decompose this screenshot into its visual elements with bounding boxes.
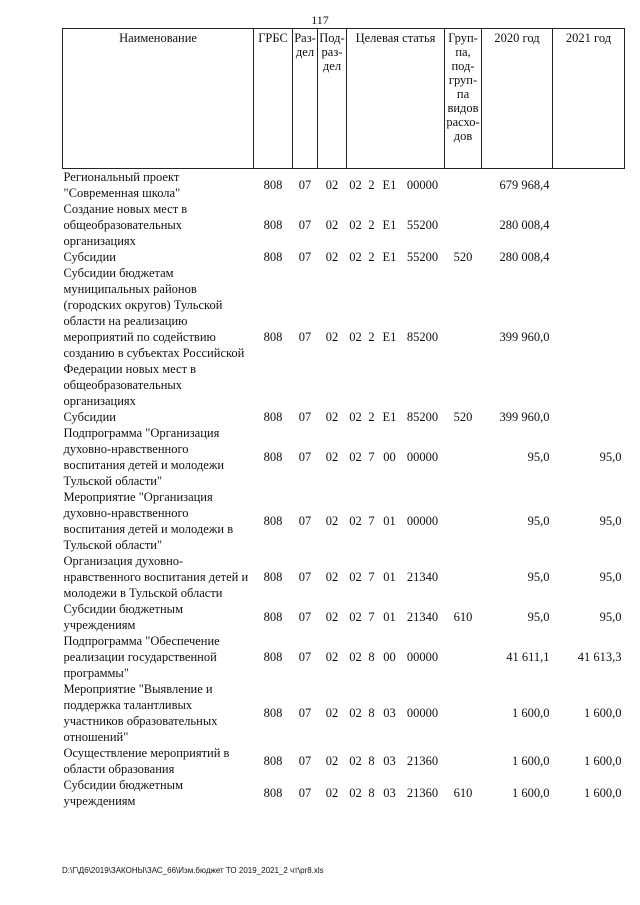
cell-target-program: 02	[349, 250, 362, 264]
cell-razdel: 07	[298, 218, 312, 232]
cell-target-event: 01	[383, 514, 396, 528]
cell-grbs: 808	[263, 786, 283, 800]
cell-grbs: 808	[263, 610, 283, 624]
cell-target-event: 03	[383, 754, 396, 768]
page-number: 117	[311, 13, 329, 27]
cell-podrazdel: 02	[325, 250, 339, 264]
header-podrazdel: Под- раз- дел	[318, 29, 347, 169]
table-body	[63, 169, 625, 810]
cell-amount-2020: 41 611,1	[506, 650, 550, 664]
cell-target-direction: 00000	[406, 178, 439, 192]
file-path-footer: D:\Г\Д6\2019\ЗАКОНЫ\ЗАС_66\Изм.бюджет ТО 2019_2021_2 чт\pr8.xls	[62, 866, 324, 875]
cell-target-subprogram: 2	[368, 250, 375, 264]
cell-amount-2021: 41 613,3	[577, 650, 622, 664]
cell-razdel: 07	[298, 514, 312, 528]
cell-expense-type	[445, 169, 482, 202]
cell-target-program: 02	[349, 450, 362, 464]
cell-grbs: 808	[263, 650, 283, 664]
cell-razdel: 07	[298, 754, 312, 768]
cell-expense-type	[445, 745, 482, 777]
cell-name: Мероприятие "Выявление и поддержка талантливых участников образовательных отношений"	[63, 682, 218, 744]
cell-podrazdel: 02	[325, 218, 339, 232]
cell-expense-type	[445, 265, 482, 409]
cell-amount-2021: 95,0	[599, 514, 622, 528]
table-row	[63, 489, 625, 553]
cell-expense-type: 520	[453, 250, 473, 264]
cell-amount-2021: 95,0	[599, 450, 622, 464]
cell-target-direction: 00000	[406, 514, 439, 528]
cell-expense-type	[445, 633, 482, 681]
table-row	[63, 601, 625, 633]
cell-target-subprogram: 2	[368, 218, 375, 232]
cell-target-subprogram: 2	[368, 330, 375, 344]
cell-podrazdel: 02	[325, 330, 339, 344]
cell-razdel: 07	[298, 570, 312, 584]
cell-target-program: 02	[349, 610, 362, 624]
cell-grbs: 808	[263, 570, 283, 584]
cell-expense-type	[445, 489, 482, 553]
cell-name: Организация духовно-нравственного воспитания детей и молодежи в Тульской области	[63, 554, 249, 600]
table-row	[63, 265, 625, 409]
cell-expense-type: 520	[453, 410, 473, 424]
cell-expense-type	[445, 553, 482, 601]
cell-target-event: 03	[383, 706, 396, 720]
cell-target-subprogram: 2	[368, 178, 375, 192]
cell-grbs: 808	[263, 330, 283, 344]
cell-amount-2020: 95,0	[527, 514, 550, 528]
cell-target-event: E1	[382, 410, 397, 424]
cell-name: Субсидии бюджетным учреждениям	[63, 778, 183, 808]
budget-table	[62, 28, 625, 809]
header-name: Наименование	[63, 29, 254, 169]
cell-target-event: E1	[382, 218, 397, 232]
cell-podrazdel: 02	[325, 178, 339, 192]
cell-amount-2020: 1 600,0	[512, 754, 550, 768]
cell-target-event: 03	[383, 786, 396, 800]
header-razdel: Раз- дел	[293, 29, 318, 169]
table-row	[63, 681, 625, 745]
cell-name: Субсидии	[63, 250, 116, 264]
cell-target-direction: 85200	[406, 410, 439, 424]
cell-target-event: 01	[383, 570, 396, 584]
cell-amount-2021: 95,0	[599, 610, 622, 624]
table-row	[63, 633, 625, 681]
cell-name: Подпрограмма "Организация духовно-нравственного воспитания детей и молодежи Тульской области"	[63, 426, 225, 488]
cell-target-direction: 21340	[406, 570, 439, 584]
cell-razdel: 07	[298, 178, 312, 192]
cell-target-direction: 21360	[406, 754, 439, 768]
table-row	[63, 249, 625, 265]
cell-amount-2021	[553, 409, 625, 425]
cell-razdel: 07	[298, 250, 312, 264]
cell-amount-2020: 1 600,0	[512, 786, 550, 800]
table-row	[63, 745, 625, 777]
cell-target-direction: 00000	[406, 706, 439, 720]
cell-target-direction: 00000	[406, 450, 439, 464]
cell-podrazdel: 02	[325, 570, 339, 584]
cell-razdel: 07	[298, 786, 312, 800]
cell-target-direction: 55200	[406, 250, 439, 264]
cell-podrazdel: 02	[325, 650, 339, 664]
cell-target-program: 02	[349, 410, 362, 424]
cell-expense-type	[445, 425, 482, 489]
table-row	[63, 409, 625, 425]
header-expense-group: Груп- па, под- груп- па видов расхо- дов	[445, 29, 482, 169]
cell-expense-type: 610	[453, 786, 473, 800]
cell-name: Региональный проект "Современная школа"	[63, 170, 181, 200]
table-row	[63, 553, 625, 601]
cell-target-event: E1	[382, 330, 397, 344]
cell-target-subprogram: 7	[368, 450, 375, 464]
cell-target-direction: 00000	[406, 650, 439, 664]
cell-razdel: 07	[298, 706, 312, 720]
cell-razdel: 07	[298, 610, 312, 624]
header-grbs: ГРБС	[254, 29, 293, 169]
cell-grbs: 808	[263, 754, 283, 768]
cell-amount-2020: 679 968,4	[499, 178, 550, 192]
cell-podrazdel: 02	[325, 706, 339, 720]
cell-expense-type	[445, 201, 482, 249]
cell-amount-2020: 95,0	[527, 610, 550, 624]
header-year-2021: 2021 год	[553, 29, 625, 169]
cell-podrazdel: 02	[325, 514, 339, 528]
cell-name: Субсидии	[63, 410, 116, 424]
cell-grbs: 808	[263, 514, 283, 528]
cell-grbs: 808	[263, 218, 283, 232]
cell-podrazdel: 02	[325, 410, 339, 424]
cell-amount-2021	[553, 169, 625, 202]
cell-target-subprogram: 8	[368, 786, 375, 800]
cell-amount-2020: 95,0	[527, 450, 550, 464]
cell-target-event: E1	[382, 178, 397, 192]
cell-name: Субсидии бюджетам муниципальных районов (городских округов) Тульской области на реализацию мероприятий по содействию созданию в субъектах Российской Федерации новых мест в общеобразовательных организациях	[63, 266, 245, 408]
cell-amount-2021: 1 600,0	[584, 754, 622, 768]
cell-amount-2021: 1 600,0	[584, 706, 622, 720]
cell-target-event: 00	[383, 650, 396, 664]
cell-razdel: 07	[298, 650, 312, 664]
table-row	[63, 201, 625, 249]
cell-target-subprogram: 7	[368, 570, 375, 584]
cell-target-subprogram: 8	[368, 706, 375, 720]
cell-razdel: 07	[298, 330, 312, 344]
cell-podrazdel: 02	[325, 786, 339, 800]
cell-target-direction: 21340	[406, 610, 439, 624]
table-row	[63, 777, 625, 809]
header-year-2020: 2020 год	[482, 29, 553, 169]
cell-grbs: 808	[263, 410, 283, 424]
cell-target-subprogram: 7	[368, 610, 375, 624]
cell-razdel: 07	[298, 450, 312, 464]
cell-amount-2021	[553, 265, 625, 409]
cell-grbs: 808	[263, 450, 283, 464]
header-target-article: Целевая статья	[347, 29, 445, 169]
cell-target-program: 02	[349, 786, 362, 800]
cell-target-direction: 21360	[406, 786, 439, 800]
cell-expense-type: 610	[453, 610, 473, 624]
cell-expense-type	[445, 681, 482, 745]
cell-amount-2020: 280 008,4	[499, 218, 550, 232]
table-row	[63, 425, 625, 489]
cell-amount-2020: 1 600,0	[512, 706, 550, 720]
cell-amount-2020: 280 008,4	[499, 250, 550, 264]
cell-name: Подпрограмма "Обеспечение реализации государственной программы"	[63, 634, 220, 680]
cell-target-program: 02	[349, 754, 362, 768]
cell-podrazdel: 02	[325, 754, 339, 768]
cell-name: Мероприятие "Организация духовно-нравственного воспитания детей и молодежи в Тульской области"	[63, 490, 234, 552]
cell-target-subprogram: 8	[368, 650, 375, 664]
table-row	[63, 169, 625, 202]
cell-grbs: 808	[263, 706, 283, 720]
cell-amount-2021	[553, 201, 625, 249]
cell-name: Субсидии бюджетным учреждениям	[63, 602, 183, 632]
cell-target-program: 02	[349, 514, 362, 528]
cell-target-event: E1	[382, 250, 397, 264]
cell-target-program: 02	[349, 650, 362, 664]
cell-target-program: 02	[349, 218, 362, 232]
cell-target-program: 02	[349, 178, 362, 192]
table-header	[63, 29, 625, 169]
cell-target-program: 02	[349, 570, 362, 584]
cell-target-program: 02	[349, 706, 362, 720]
cell-target-subprogram: 2	[368, 410, 375, 424]
cell-podrazdel: 02	[325, 450, 339, 464]
cell-target-event: 01	[383, 610, 396, 624]
cell-amount-2021: 95,0	[599, 570, 622, 584]
cell-name: Осуществление мероприятий в области образования	[63, 746, 230, 776]
cell-amount-2021	[553, 249, 625, 265]
cell-grbs: 808	[263, 178, 283, 192]
cell-razdel: 07	[298, 410, 312, 424]
cell-amount-2020: 399 960,0	[499, 330, 550, 344]
cell-amount-2020: 399 960,0	[499, 410, 550, 424]
cell-target-event: 00	[383, 450, 396, 464]
cell-target-program: 02	[349, 330, 362, 344]
cell-grbs: 808	[263, 250, 283, 264]
cell-target-subprogram: 8	[368, 754, 375, 768]
cell-target-direction: 85200	[406, 330, 439, 344]
cell-podrazdel: 02	[325, 610, 339, 624]
cell-amount-2021: 1 600,0	[584, 786, 622, 800]
cell-name: Создание новых мест в общеобразовательных организациях	[63, 202, 188, 248]
cell-target-subprogram: 7	[368, 514, 375, 528]
cell-amount-2020: 95,0	[527, 570, 550, 584]
cell-target-direction: 55200	[406, 218, 439, 232]
